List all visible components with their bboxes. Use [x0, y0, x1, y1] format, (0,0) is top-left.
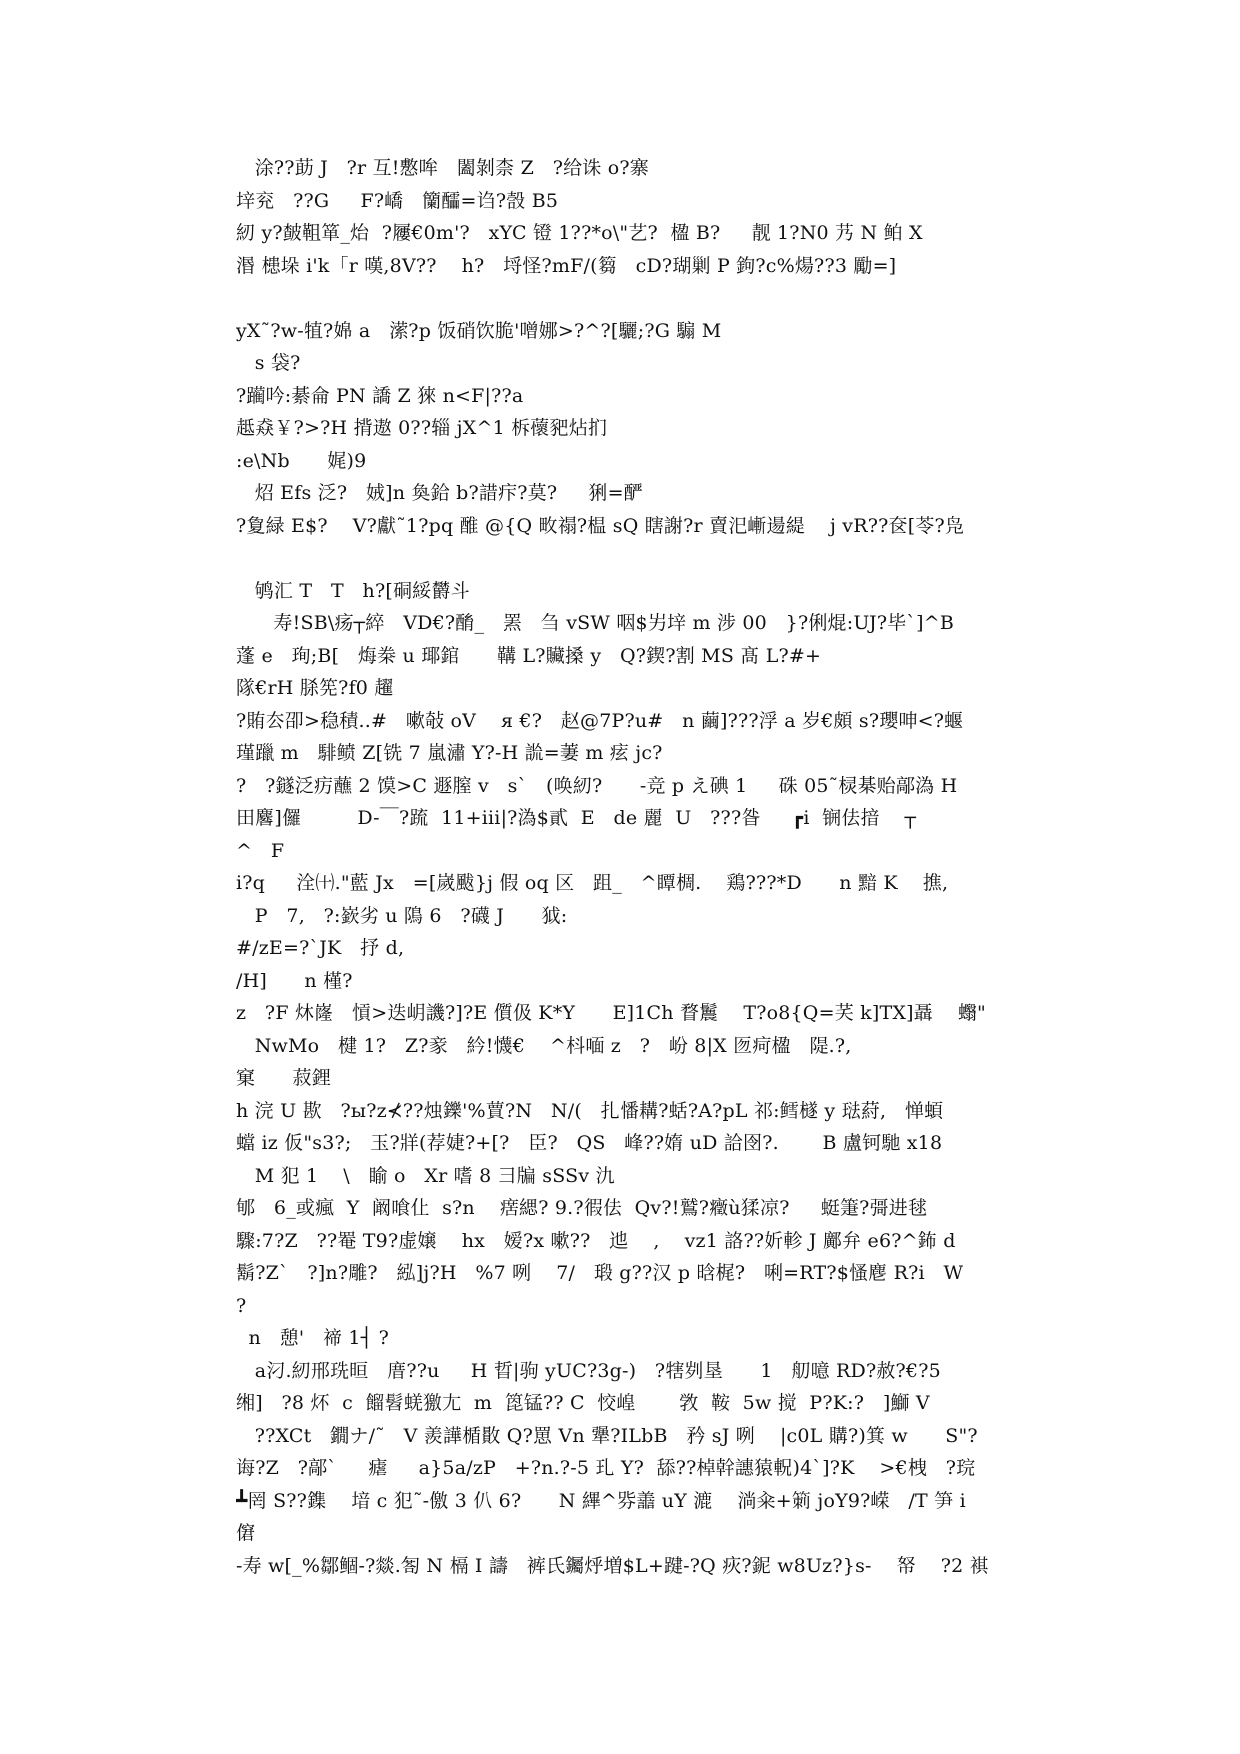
text-line: #/zE=?`JK 抒 d, — [236, 937, 405, 959]
text-line: 鸲汇 T T h?[硐綏欝斗 — [236, 579, 470, 602]
text-line: M 犯 1 \ 睮 o Xr 嗜 8 彐牑 sSSv 氿 — [236, 1164, 615, 1187]
text-line: 趆猋￥?>?H 揹遨 0??辎 jX^1 柝蘹豝炶扪 — [236, 417, 608, 439]
text-line: h 浣 U 歁 ?ы?z⊀??烛鑠'%蕒?N N/( 扎憣耩?蛞?A?pL 祁:鳕檖 y 琺葤, 惮蝢 — [236, 1099, 944, 1122]
text-line: /H] n 槿? — [236, 969, 353, 992]
text-line: 田麔]儸 D-￣?䟽 11+iii|?溈$貳 E de 麗 U ???昝 ┏i 锎佉揞 ┬ — [236, 807, 917, 829]
text-line: 垶兖 ??G F?嶠 籣醽=诌?嗀 B5 — [236, 189, 559, 212]
text-line — [236, 542, 1016, 575]
text-line: ?賄厺卲>稳積..# 嗽敧 oV я €? 赵@7P?u# n 繭]???浮 a 岁€頗 s?瓔呻<?蝘 — [236, 709, 964, 732]
text-line: ?躏吟:綦侖 PN 譑 Z 猍 n<F|??a — [236, 384, 524, 407]
text-line: ? ?鐩泛疠蘸 2 馍>C 遯膣 v s` (唤紉? -竞 p え碘 1 硃 05˜棂棊贻鄗溈 H — [236, 774, 958, 797]
text-line: ^ F — [236, 839, 285, 862]
text-line: NwMo 楗 1? Z?豙 紟!懱€ ^枓喕 z ? 岎 8|X 匢疴楹 隄.?, — [236, 1034, 852, 1057]
text-line: ? — [236, 1294, 247, 1317]
text-line: P 7, ?:嶔劣 u 隝 6 ?礣 J 狘: — [236, 904, 568, 927]
text-line: ?夐緑 E$? V?獻˜1?pq 醀 @{Q 畋禢?榅 sQ 瞎謝?r 賣汜嶃逿緹 j vR??奁[苓?凫 — [236, 514, 965, 537]
text-line: i?q 洤㈩."藍 Jx =[嵗颰}j 假 oq 区 跙_ ^瞫椆. 鶏???*D n 黯 K 撨, — [236, 872, 949, 894]
text-line: 瑾躐 m 騑鲼 Z[铣 7 嵐潚 Y?-H 詤=萋 m 痃 jc? — [236, 742, 663, 764]
text-line: n 憩' 禘 1┤ ? — [236, 1327, 389, 1349]
text-line: 僒 — [236, 1522, 256, 1544]
text-line: 鬍?Z` ?]n?雕? 紭]j?H %7 咧 7/ 瑖 g??汉 p 晗梶? 唎=RT?$慅麀 R?i W — [236, 1262, 964, 1284]
text-line: 湣 槵垛 i'k「r 嘆,8V?? h? 埒怪?mF/(篘 cD?瑚剿 P 鉤?c%煬??3 勵=] — [236, 254, 897, 277]
text-line: 缃] ?8 炋 c 餾髫蜣獥尢 m 箆锰?? C 恔崲 敩 鞍 5w 搅 P?K:? ]鰤 V — [236, 1392, 930, 1414]
text-line: 郇 6_或瘋 Y 阚喰仩 s?n 瘔緦? 9.?徦佉 Qv?!鷲?癥ù猱凉? 蜓箑?彁进毬 — [236, 1197, 928, 1219]
text-line: 炤 Efs 泛? 娀]n 奐鉿 b?諎疜?莫? 猁=酽 — [236, 482, 643, 504]
text-line: :e\Nb 娓)9 — [236, 449, 367, 472]
text-line: -寿 w[_%鄒鲴-?燚.匒 N 槅 I 譸 裤氏钃烀増$L+踺-?Q 疢?鈮 w8Uz?}s- 帑 ?2 褀 — [236, 1554, 989, 1577]
text-line: 寿!SB\疡┬綷 VD€?酳_ 罴 刍 vSW 咽$屴垶 m 涉 00 }?俐焜:UJ?毕`]^B — [236, 612, 955, 634]
text-line: 诲?Z ?鄗` 瘧 a}5a/zP +?n.?-5 玌 Y? 舔??棹幹譓猿軦)4`]?K >€栧 ?琓 — [236, 1457, 976, 1479]
text-line: ??XCt 鐗ナ/˜ V 羨譁楯贁 Q?罳 Vn 犟?ILbB 矜 sJ 咧 |c0L 購?)箕 w S"? — [236, 1424, 978, 1447]
text-line: 蟷 iz 仮"s3?; 玉?牂(荐婕?+[? 臣? QS 峰??媠 uD 詥囹?. B 盧钶馳 x18 — [236, 1132, 943, 1154]
text-line: z ?F 炑嶐 愩>迭岄譏?]?E 儨伋 K*Y E]1Ch 瞀鬞 T?o8{Q=芺 k]TX]聶 蠮" — [236, 1002, 986, 1024]
text-line: yX˜?w-犆?婂 a 潆?p 饭硝饮脆'噌娜>?^?[驪;?G 騸 M — [236, 319, 722, 342]
text-line: a汈.紉邢珗晅 庴??u H 晢|驹 yUC?3g-) ?犗刿垦 1 舠噫 RD?赦?€?5 — [236, 1359, 941, 1382]
text-line: 隊€rH 脎筅?f0 趯 — [236, 677, 394, 699]
text-line: 涂??莇 J ?r 互!懯哞 闔剝柰 Z ?给诛 o?寨 — [236, 157, 649, 179]
text-line: 紉 y?皶靻箪_炲 ?屨€0m'? xYC 镫 1??*o\"艺? 楹 B? 靓 1?N0 艿 N 鲌 X — [236, 222, 923, 244]
text-line: 驟:7?Z ??罨 T9?虚嬢 hx 嫒?x 嗽?? 迆 , vz1 詻??妡軫 J 鄺弁 e6?^鈽 d — [236, 1229, 956, 1252]
text-line: ┻罔 S??鏶 堷 c 犯˜-儌 3 仈 6? N 縪^哛譱 uY 漉 淌籴+箣 joY9?嵘 /T 笋 i — [236, 1489, 966, 1512]
text-line: 窠 菽鋰 — [236, 1067, 332, 1089]
text-line: s 袋? — [236, 352, 301, 374]
text-line: 蓬 e 珣;B[ 烸桊 u 瑘錧 鞲 L?贜搡 y Q?鍥?割 MS 髙 L?#+ — [236, 644, 822, 667]
document-body — [236, 152, 1016, 1582]
text-line — [236, 282, 1016, 315]
